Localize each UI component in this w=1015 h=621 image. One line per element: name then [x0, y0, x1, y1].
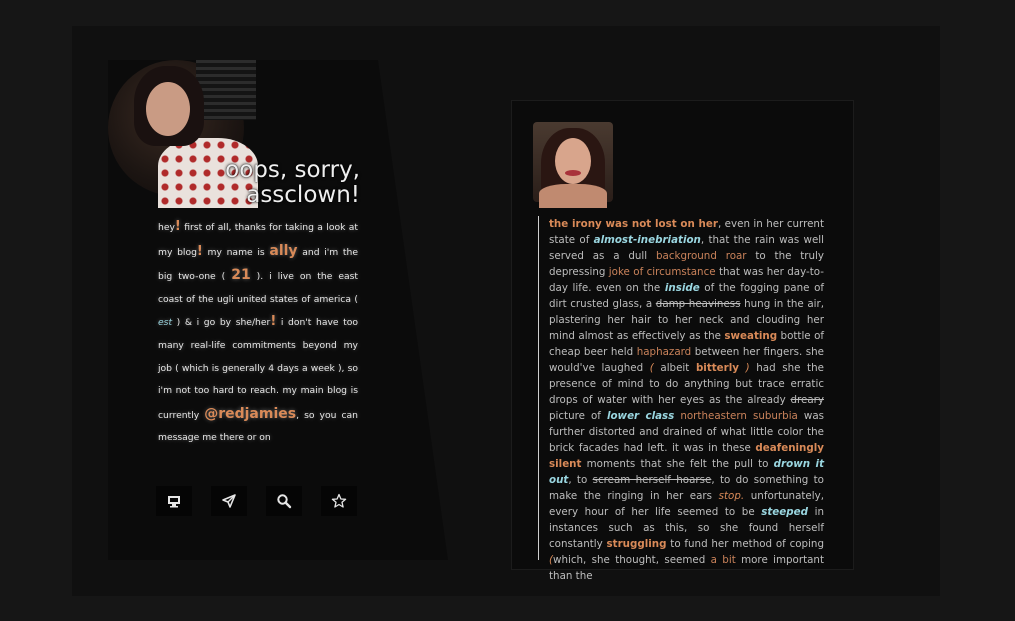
bio-text — [158, 216, 358, 464]
bio-text-part: hey — [158, 222, 175, 233]
bio-exclaim: ! — [270, 314, 277, 330]
bio-text-part: ) & i go by she/her — [172, 317, 271, 329]
post-phrase: drown it out — [549, 458, 824, 486]
post-phrase: struggling — [606, 538, 667, 550]
post-text-part: moments that she felt the pull to — [581, 458, 774, 470]
post-phrase: lower class — [606, 410, 675, 422]
post-text-part: , that the rain was well served as a dull — [549, 234, 825, 262]
bio-name: ally — [269, 242, 298, 259]
post-phrase: inside — [664, 282, 700, 294]
post-text-part: , even in her current state of — [549, 218, 824, 246]
bio-text-part: , so you can message me there or on — [158, 409, 358, 444]
bio-text-part: ). i live on the east coast of the ugli united states of america ( — [158, 271, 358, 305]
post-text-part: hung in the air, plastering her hair to her neck and clouding her mind almost as effectively as the — [549, 298, 824, 342]
bio-text-part: and i'm the big two-one ( — [158, 246, 359, 283]
bio-handle-link[interactable]: @redjamies — [204, 405, 297, 422]
post-text-part: had she the presence of mind to do anything but trace erratic drops of water with her eyes as the already — [549, 362, 824, 406]
send-icon[interactable] — [211, 486, 247, 516]
bio-text-part: i don't have too many real-life commitments beyond my job ( which is generally 4 days a week ), so i'm not too hard to reach. my main blog is currently — [158, 317, 359, 421]
post-phrase: joke of circumstance — [608, 266, 716, 278]
post-text-part: , to — [568, 474, 593, 486]
bio-timezone: est — [158, 317, 173, 329]
bio-exclaim: ! — [196, 243, 203, 259]
icon-bar — [156, 486, 366, 516]
post-phrase: haphazard — [636, 346, 692, 358]
title-line-1: oops, sorry, — [225, 157, 360, 183]
post-phrase: ( — [649, 362, 654, 374]
post-text-part: which, she thought, seemed — [553, 554, 711, 566]
post-text-part: in instances such as this, so she found herself constantly — [549, 506, 824, 550]
post-text-part: bottle of cheap beer held — [549, 330, 824, 358]
post-phrase: the irony was not lost on her — [549, 218, 718, 230]
post-phrase: damp heaviness — [655, 298, 741, 310]
post-text-part: was further distorted and drained of what little color the brick facades had left. it was in these — [549, 410, 825, 454]
post-text-part: of the fogging pane of dirt crusted glass, a — [549, 282, 824, 310]
post-text-part: to fund her method of coping — [666, 538, 824, 550]
computer-icon[interactable] — [156, 486, 192, 516]
search-icon[interactable] — [266, 486, 302, 516]
post-body — [538, 216, 825, 582]
post-phrase: dreary — [790, 394, 824, 406]
post-text-part: , to do something to make the ringing in her ears — [549, 474, 824, 502]
post-phrase: scream herself hoarse — [592, 474, 712, 486]
post-phrase: deafeningly silent — [549, 442, 824, 470]
bio-age: 21 — [231, 267, 251, 284]
bio-text-part: my name is — [202, 246, 270, 258]
post-phrase: stop. — [718, 490, 745, 502]
page-title — [200, 158, 360, 208]
post-text-part: to the truly depressing — [549, 250, 824, 278]
post-phrase: northeastern suburbia — [680, 410, 798, 422]
post-phrase: bitterly — [695, 362, 739, 374]
post-text-part: more important than the — [549, 554, 824, 582]
post-phrase: almost-inebriation — [593, 234, 701, 246]
title-line-2: assclown! — [246, 182, 360, 208]
post-phrase: ( — [549, 554, 554, 566]
post-image — [533, 122, 613, 202]
post-text-part: albeit — [653, 362, 696, 374]
post-phrase: background roar — [655, 250, 747, 262]
star-icon[interactable] — [321, 486, 357, 516]
post-text-part: that was her day-to-day life. even on the — [549, 266, 824, 294]
post-phrase: steeped — [761, 506, 808, 518]
post-phrase: ) — [745, 362, 750, 374]
bio-text-part: first of all, thanks for taking a look at my blog — [158, 222, 358, 258]
post-phrase: sweating — [724, 330, 778, 342]
bio-exclaim: ! — [174, 219, 181, 234]
post-text-part: between her fingers. she would've laughed — [549, 346, 824, 374]
post-text-part: unfortunately, every hour of her life seemed to be — [549, 490, 824, 518]
post-text-part: picture of — [549, 410, 607, 422]
post-phrase: a bit — [710, 554, 736, 566]
post-text-part — [739, 362, 746, 374]
